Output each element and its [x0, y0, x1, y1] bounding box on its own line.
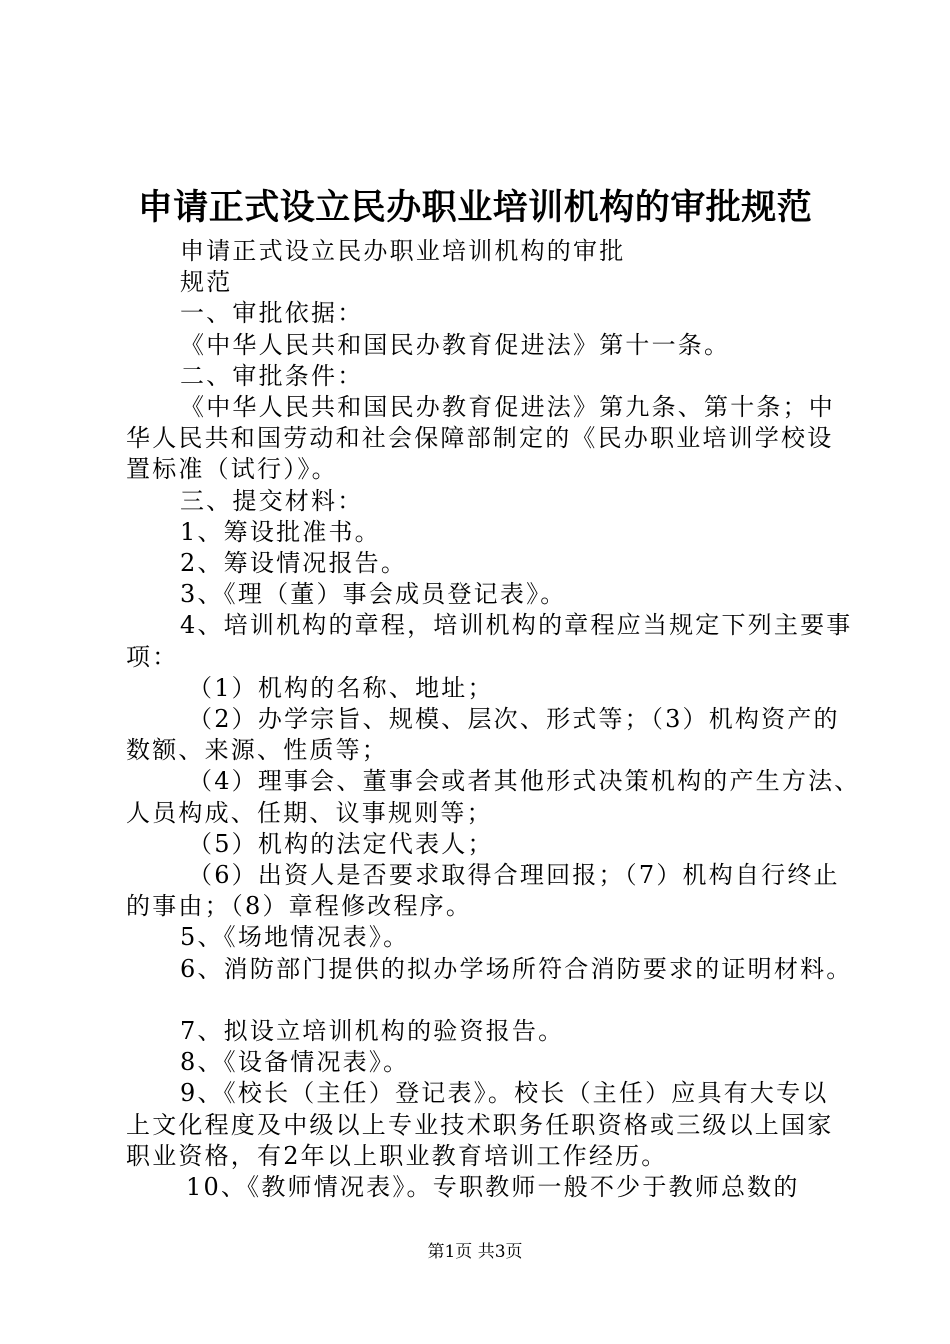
paragraph-line: 项：: [126, 642, 179, 671]
sub-item: （4）理事会、董事会或者其他形式决策机构的产生方法、: [188, 767, 861, 796]
list-item: 6、消防部门提供的拟办学场所符合消防要求的证明材料。: [180, 954, 853, 983]
subtitle-line-2: 规范: [180, 268, 233, 297]
sub-item: （1）机构的名称、地址；: [188, 673, 494, 702]
paragraph-line: 《中华人民共和国民办教育促进法》第九条、第十条；中: [180, 393, 835, 422]
paragraph-line: 数额、来源、性质等；: [126, 736, 388, 765]
blank-line: [126, 985, 832, 1016]
section-heading-conditions: 二、审批条件：: [180, 361, 364, 390]
list-item: 2、筹设情况报告。: [180, 549, 408, 578]
list-item: 7、拟设立培训机构的验资报告。: [180, 1017, 565, 1046]
list-item: 9、《校长（主任）登记表》。校长（主任）应具有大专以: [180, 1079, 829, 1108]
sub-item: （6）出资人是否要求取得合理回报；（7）机构自行终止: [188, 861, 840, 890]
sub-item: （2）办学宗旨、规模、层次、形式等；（3）机构资产的: [188, 705, 840, 734]
paragraph-line: 人员构成、任期、议事规则等；: [126, 798, 493, 827]
list-item: 5、《场地情况表》。: [180, 923, 410, 952]
section-heading-basis: 一、审批依据：: [180, 299, 364, 328]
paragraph-line: 上文化程度及中级以上专业技术职务任职资格或三级以上国家: [126, 1110, 834, 1139]
sub-item: （5）机构的法定代表人；: [188, 829, 494, 858]
list-item: 4、培训机构的章程，培训机构的章程应当规定下列主要事: [180, 611, 853, 640]
paragraph-line: 《中华人民共和国民办教育促进法》第十一条。: [180, 330, 731, 359]
list-item: 10、《教师情况表》。专职教师一般不少于教师总数的: [186, 1173, 800, 1202]
subtitle-line-1: 申请正式设立民办职业培训机构的审批: [180, 237, 626, 265]
paragraph-line: 职业资格，有2年以上职业教育培训工作经历。: [126, 1141, 668, 1170]
list-item: 8、《设备情况表》。: [180, 1048, 410, 1077]
paragraph-line: 华人民共和国劳动和社会保障部制定的《民办职业培训学校设: [126, 424, 834, 453]
list-item: 1、筹设批准书。: [180, 517, 381, 546]
paragraph-line: 置标准（试行）》。: [126, 455, 338, 484]
page-footer: 第1页 共3页: [427, 1242, 523, 1262]
document-body: [126, 236, 861, 1203]
list-item: 3、《理（董）事会成员登记表》。: [180, 580, 567, 609]
document-title: 申请正式设立民办职业培训机构的审批规范: [137, 187, 813, 228]
paragraph-line: 的事由；（8）章程修改程序。: [126, 892, 473, 921]
section-heading-materials: 三、提交材料：: [180, 486, 364, 515]
